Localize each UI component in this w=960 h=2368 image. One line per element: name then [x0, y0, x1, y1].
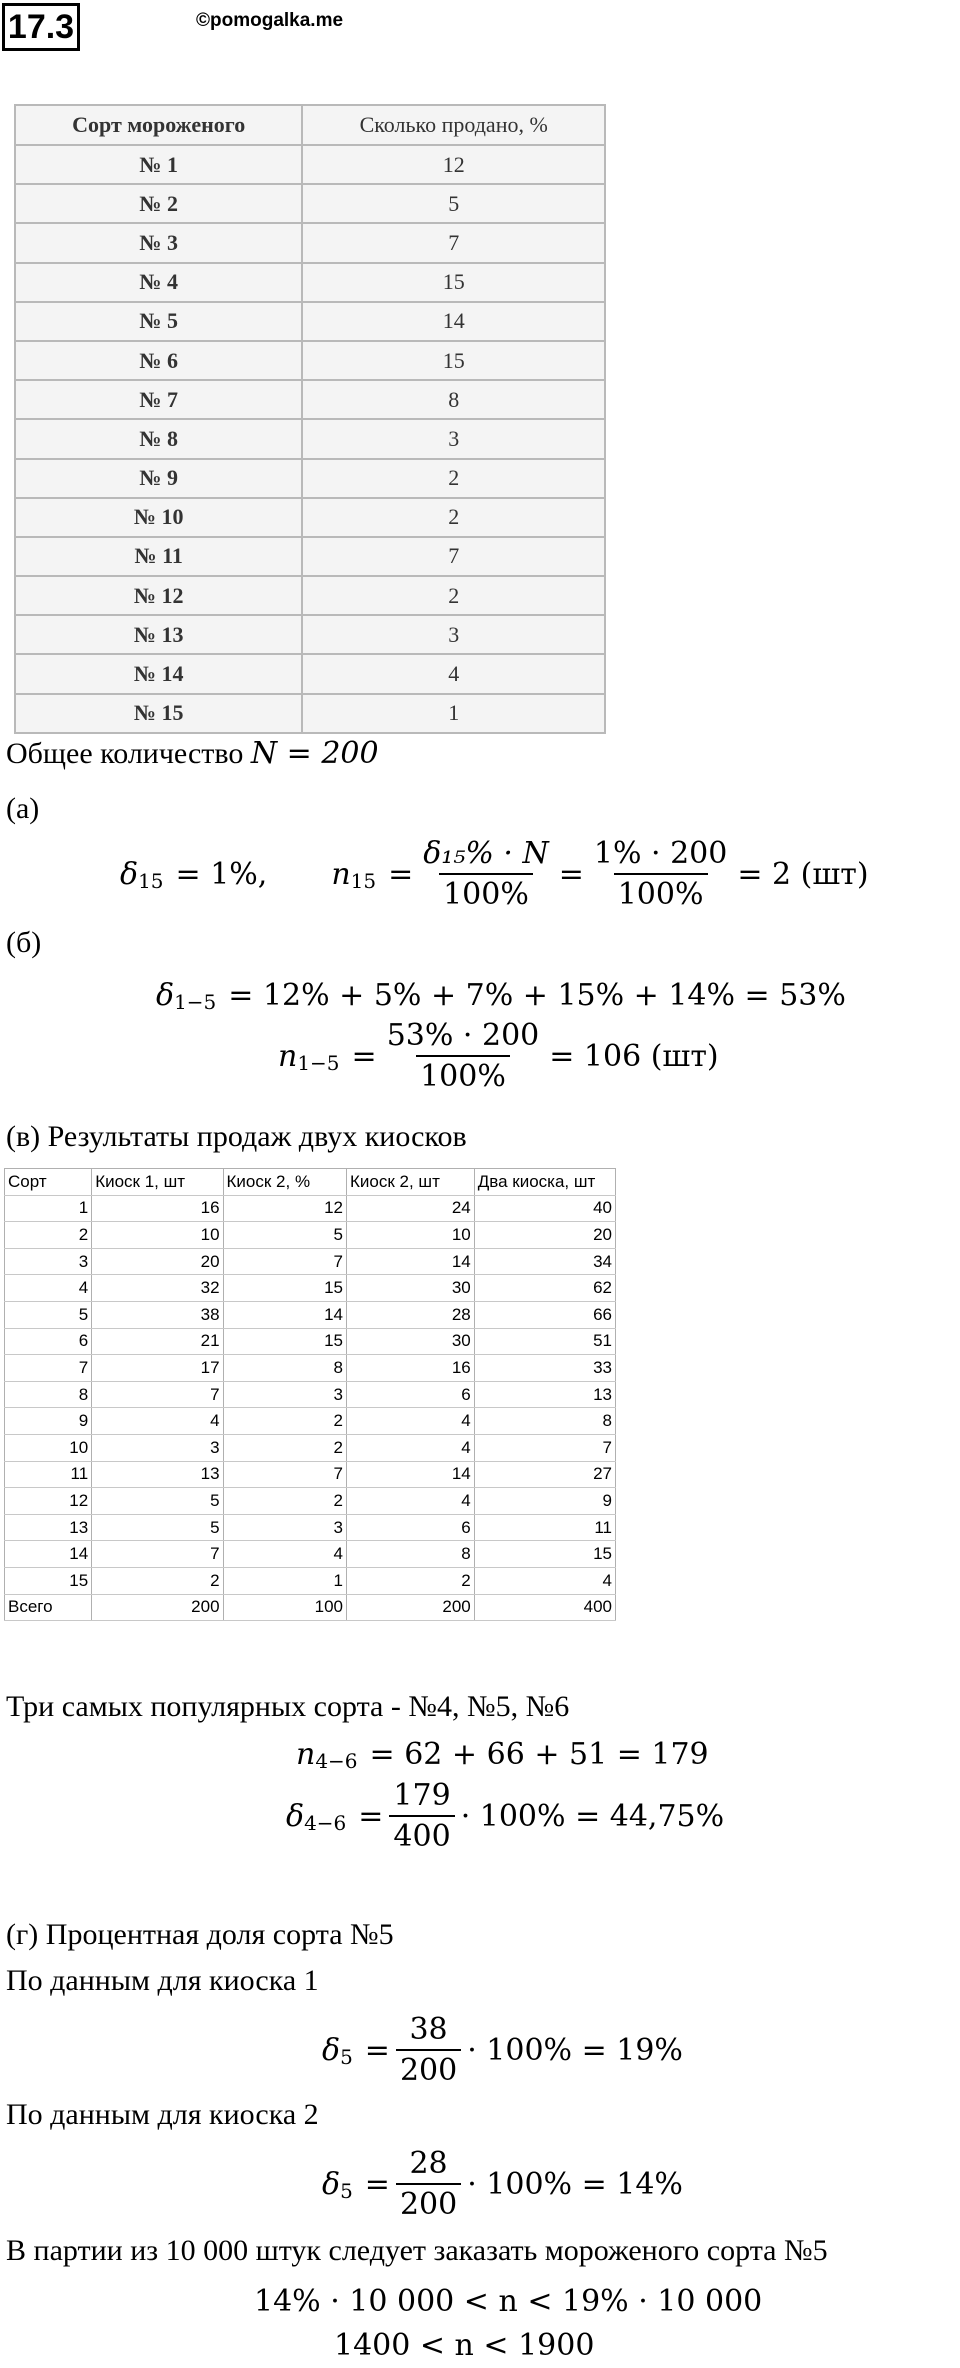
subscript: 15 [350, 869, 377, 893]
fraction [419, 836, 552, 912]
kiosk-sales-table [4, 1168, 616, 1621]
order-inequality-2 [334, 2328, 594, 2363]
percent-cell: 7 [302, 537, 605, 576]
kiosk2-count-cell: 6 [347, 1514, 475, 1541]
percent-cell: 2 [302, 498, 605, 537]
fraction [396, 2012, 461, 2088]
order-text: В партии из 10 000 штук следует заказать мороженого сорта №5 [6, 2234, 828, 2267]
equals: = [364, 2032, 390, 2068]
table-row [15, 341, 605, 380]
kiosk2-percent-cell: 5 [223, 1222, 346, 1249]
percent-cell: 2 [302, 576, 605, 615]
result: · 100% = 19% [467, 2032, 683, 2068]
table-row [5, 1434, 616, 1461]
kiosk2-count-cell: 30 [347, 1275, 475, 1302]
total-count-cell: 9 [474, 1488, 615, 1515]
numerator: 179 [393, 1778, 451, 1813]
variety-cell: № 14 [15, 654, 302, 693]
part-g-equation-2 [322, 2146, 683, 2222]
table-row [5, 1248, 616, 1275]
variety-cell: 12 [5, 1488, 92, 1515]
fraction [383, 1018, 544, 1094]
numerator: 28 [409, 2146, 448, 2181]
kiosk2-percent-cell: 2 [223, 1434, 346, 1461]
variety-cell: № 1 [15, 145, 302, 184]
kiosk2-count-cell: 6 [347, 1381, 475, 1408]
percent-cell: 8 [302, 380, 605, 419]
kiosk2-percent-cell: 4 [223, 1541, 346, 1568]
percent-cell: 12 [302, 145, 605, 184]
percent-cell: 1 [302, 694, 605, 733]
total-count-cell: 400 [474, 1594, 615, 1621]
kiosk1-count-cell: 20 [92, 1248, 223, 1275]
part-a-label: (а) [6, 792, 40, 825]
kiosk2-percent-cell: 3 [223, 1514, 346, 1541]
kiosk1-count-cell: 17 [92, 1355, 223, 1382]
variety-cell: 13 [5, 1514, 92, 1541]
part-a-equation [120, 836, 869, 912]
table-row [15, 615, 605, 654]
part-g-equation-1 [322, 2012, 683, 2088]
kiosk2-count-cell: 4 [347, 1434, 475, 1461]
equals: = [351, 1038, 377, 1074]
kiosk2-count-cell: 14 [347, 1248, 475, 1275]
table-row [15, 498, 605, 537]
table-row [15, 654, 605, 693]
variety-cell: 9 [5, 1408, 92, 1435]
kiosk2-percent-cell: 100 [223, 1594, 346, 1621]
kiosk2-percent-cell: 7 [223, 1461, 346, 1488]
total-count-cell: 7 [474, 1434, 615, 1461]
fraction [590, 836, 731, 912]
delta-symbol: δ [322, 2166, 341, 2202]
denominator: 100% [439, 873, 533, 912]
result: · 100% = 44,75% [460, 1798, 725, 1834]
kiosk2-count-cell: 16 [347, 1355, 475, 1382]
kiosk1-count-cell: 32 [92, 1275, 223, 1302]
equals: = [358, 1798, 384, 1834]
variety-cell: № 7 [15, 380, 302, 419]
kiosk1-count-cell: 5 [92, 1488, 223, 1515]
subscript: 1−5 [297, 1051, 340, 1075]
kiosk2-count-cell: 24 [347, 1195, 475, 1222]
table-row [15, 694, 605, 733]
table-row [15, 184, 605, 223]
table-row [5, 1567, 616, 1594]
percent-cell: 4 [302, 654, 605, 693]
table-row [15, 537, 605, 576]
table-row [5, 1381, 616, 1408]
table-row [5, 1461, 616, 1488]
denominator: 200 [396, 2049, 461, 2088]
part-b-equation-2 [278, 1018, 719, 1094]
kiosk2-label: По данным для киоска 2 [6, 2098, 319, 2131]
part-v-equation-2 [286, 1778, 724, 1854]
variety-cell: № 13 [15, 615, 302, 654]
percent-cell: 3 [302, 615, 605, 654]
kiosk2-count-cell: 14 [347, 1461, 475, 1488]
variety-cell: 2 [5, 1222, 92, 1249]
table-row [5, 1594, 616, 1621]
variety-cell: № 3 [15, 223, 302, 262]
part-v-equation-1 [296, 1735, 709, 1773]
equals: = [558, 856, 584, 892]
kiosk2-percent-cell: 12 [223, 1195, 346, 1222]
variety-cell: 4 [5, 1275, 92, 1302]
total-count-cell: 40 [474, 1195, 615, 1222]
kiosk2-percent-cell: 8 [223, 1355, 346, 1382]
numerator: δ₁₅% · N [423, 836, 549, 871]
n-symbol: n [278, 1038, 298, 1074]
variety-cell: 1 [5, 1195, 92, 1222]
kiosk1-count-cell: 38 [92, 1301, 223, 1328]
variety-cell: 8 [5, 1381, 92, 1408]
delta-symbol: δ [322, 2032, 341, 2068]
delta-symbol: δ [286, 1798, 305, 1834]
variety-cell: № 10 [15, 498, 302, 537]
table-row [5, 1408, 616, 1435]
percent-cell: 7 [302, 223, 605, 262]
total-count-cell: 13 [474, 1381, 615, 1408]
popular-text: Три самых популярных сорта - №4, №5, №6 [6, 1690, 570, 1723]
variety-cell: № 2 [15, 184, 302, 223]
order-inequality-1 [254, 2284, 762, 2319]
kiosk1-count-cell: 5 [92, 1514, 223, 1541]
table-row [15, 145, 605, 184]
subscript: 5 [340, 2179, 353, 2203]
total-count-cell: 4 [474, 1567, 615, 1594]
expression: = 12% + 5% + 7% + 15% + 14% = 53% [228, 977, 846, 1013]
kiosk2-count-cell: 8 [347, 1541, 475, 1568]
table-header-row [5, 1169, 616, 1196]
value: = 1%, [175, 856, 268, 892]
kiosk2-count-cell: 4 [347, 1408, 475, 1435]
total-label: Общее количество [6, 737, 244, 770]
equals: = [388, 856, 414, 892]
table-row [15, 223, 605, 262]
variety-cell: № 15 [15, 694, 302, 733]
expression: 1400 < n < 1900 [334, 2328, 595, 2363]
kiosk1-count-cell: 3 [92, 1434, 223, 1461]
kiosk1-count-cell: 7 [92, 1541, 223, 1568]
table-row [5, 1222, 616, 1249]
variety-cell: № 12 [15, 576, 302, 615]
column-header: Сколько продано, % [302, 105, 605, 145]
n-symbol: n [331, 856, 351, 892]
total-count-cell: 51 [474, 1328, 615, 1355]
total-line [6, 736, 379, 771]
column-header: Сорт [5, 1169, 92, 1196]
percent-cell: 3 [302, 419, 605, 458]
total-count-cell: 66 [474, 1301, 615, 1328]
numerator: 53% · 200 [386, 1018, 540, 1053]
total-count-cell: 20 [474, 1222, 615, 1249]
kiosk2-percent-cell: 15 [223, 1275, 346, 1302]
kiosk2-percent-cell: 2 [223, 1408, 346, 1435]
kiosk2-count-cell: 4 [347, 1488, 475, 1515]
variety-cell: № 4 [15, 263, 302, 302]
kiosk2-count-cell: 2 [347, 1567, 475, 1594]
table-row [5, 1514, 616, 1541]
fraction [396, 2146, 461, 2222]
result: = 106 (шт) [549, 1038, 719, 1074]
total-count-cell: 15 [474, 1541, 615, 1568]
kiosk1-count-cell: 4 [92, 1408, 223, 1435]
column-header: Сорт мороженого [15, 105, 302, 145]
total-count-cell: 62 [474, 1275, 615, 1302]
subscript: 15 [138, 869, 164, 893]
kiosk2-percent-cell: 15 [223, 1328, 346, 1355]
denominator: 100% [614, 873, 708, 912]
kiosk1-count-cell: 16 [92, 1195, 223, 1222]
table-header-row [15, 105, 605, 145]
kiosk1-count-cell: 2 [92, 1567, 223, 1594]
total-count-cell: 8 [474, 1408, 615, 1435]
delta-symbol: δ [120, 856, 139, 892]
variety-cell: № 11 [15, 537, 302, 576]
table-row [5, 1195, 616, 1222]
variety-cell: 10 [5, 1434, 92, 1461]
kiosk1-label: По данным для киоска 1 [6, 1964, 319, 1997]
fraction [389, 1778, 454, 1854]
kiosk1-count-cell: 13 [92, 1461, 223, 1488]
kiosk1-count-cell: 10 [92, 1222, 223, 1249]
column-header: Киоск 2, % [223, 1169, 346, 1196]
subscript: 4−6 [304, 1811, 347, 1835]
equals: = [364, 2166, 390, 2202]
variety-cell: 7 [5, 1355, 92, 1382]
variety-cell: № 8 [15, 419, 302, 458]
subscript: 5 [340, 2045, 353, 2069]
kiosk2-percent-cell: 3 [223, 1381, 346, 1408]
table-row [15, 380, 605, 419]
total-count-cell: 34 [474, 1248, 615, 1275]
percent-cell: 5 [302, 184, 605, 223]
site-watermark: ©pomogalka.me [196, 10, 344, 31]
n-symbol: n [296, 1736, 316, 1772]
result: = 2 (шт) [737, 856, 869, 892]
table-row [15, 263, 605, 302]
variety-cell: № 6 [15, 341, 302, 380]
part-b-label: (б) [6, 926, 42, 959]
column-header: Два киоска, шт [474, 1169, 615, 1196]
subscript: 4−6 [315, 1749, 358, 1773]
kiosk2-count-cell: 10 [347, 1222, 475, 1249]
kiosk1-count-cell: 21 [92, 1328, 223, 1355]
part-g-label: (г) Процентная доля сорта №5 [6, 1918, 394, 1951]
percent-cell: 15 [302, 263, 605, 302]
table-row [5, 1488, 616, 1515]
total-count-cell: 27 [474, 1461, 615, 1488]
part-v-label: (в) Результаты продаж двух киосков [6, 1120, 467, 1153]
table-row [5, 1275, 616, 1302]
denominator: 400 [389, 1815, 454, 1854]
kiosk2-percent-cell: 14 [223, 1301, 346, 1328]
variety-cell: 3 [5, 1248, 92, 1275]
percent-cell: 14 [302, 302, 605, 341]
kiosk2-count-cell: 30 [347, 1328, 475, 1355]
variety-cell: 6 [5, 1328, 92, 1355]
table-row [5, 1328, 616, 1355]
kiosk2-percent-cell: 7 [223, 1248, 346, 1275]
task-number: 17.3 [2, 3, 80, 51]
column-header: Киоск 2, шт [347, 1169, 475, 1196]
kiosk1-count-cell: 7 [92, 1381, 223, 1408]
total-equation: N = 200 [250, 736, 379, 771]
part-b-equation-1 [156, 976, 846, 1014]
table-row [15, 576, 605, 615]
ice-cream-sales-table [14, 104, 606, 734]
column-header: Киоск 1, шт [92, 1169, 223, 1196]
expression: 14% · 10 000 < n < 19% · 10 000 [254, 2284, 763, 2319]
expression: = 62 + 66 + 51 = 179 [369, 1736, 709, 1772]
table-row [15, 459, 605, 498]
percent-cell: 15 [302, 341, 605, 380]
variety-cell: 15 [5, 1567, 92, 1594]
variety-cell: № 5 [15, 302, 302, 341]
percent-cell: 2 [302, 459, 605, 498]
numerator: 1% · 200 [593, 836, 728, 871]
denominator: 200 [396, 2183, 461, 2222]
table-row [15, 419, 605, 458]
total-count-cell: 33 [474, 1355, 615, 1382]
table-row [15, 302, 605, 341]
variety-cell: № 9 [15, 459, 302, 498]
kiosk2-percent-cell: 1 [223, 1567, 346, 1594]
total-count-cell: 11 [474, 1514, 615, 1541]
variety-cell: 5 [5, 1301, 92, 1328]
table-row [5, 1355, 616, 1382]
kiosk2-count-cell: 200 [347, 1594, 475, 1621]
kiosk2-count-cell: 28 [347, 1301, 475, 1328]
variety-cell: 11 [5, 1461, 92, 1488]
denominator: 100% [416, 1055, 510, 1094]
delta-symbol: δ [156, 977, 175, 1013]
variety-cell: Всего [5, 1594, 92, 1621]
variety-cell: 14 [5, 1541, 92, 1568]
subscript: 1−5 [174, 990, 217, 1014]
table-row [5, 1541, 616, 1568]
result: · 100% = 14% [467, 2166, 683, 2202]
kiosk2-percent-cell: 2 [223, 1488, 346, 1515]
numerator: 38 [409, 2012, 448, 2047]
table-row [5, 1301, 616, 1328]
kiosk1-count-cell: 200 [92, 1594, 223, 1621]
